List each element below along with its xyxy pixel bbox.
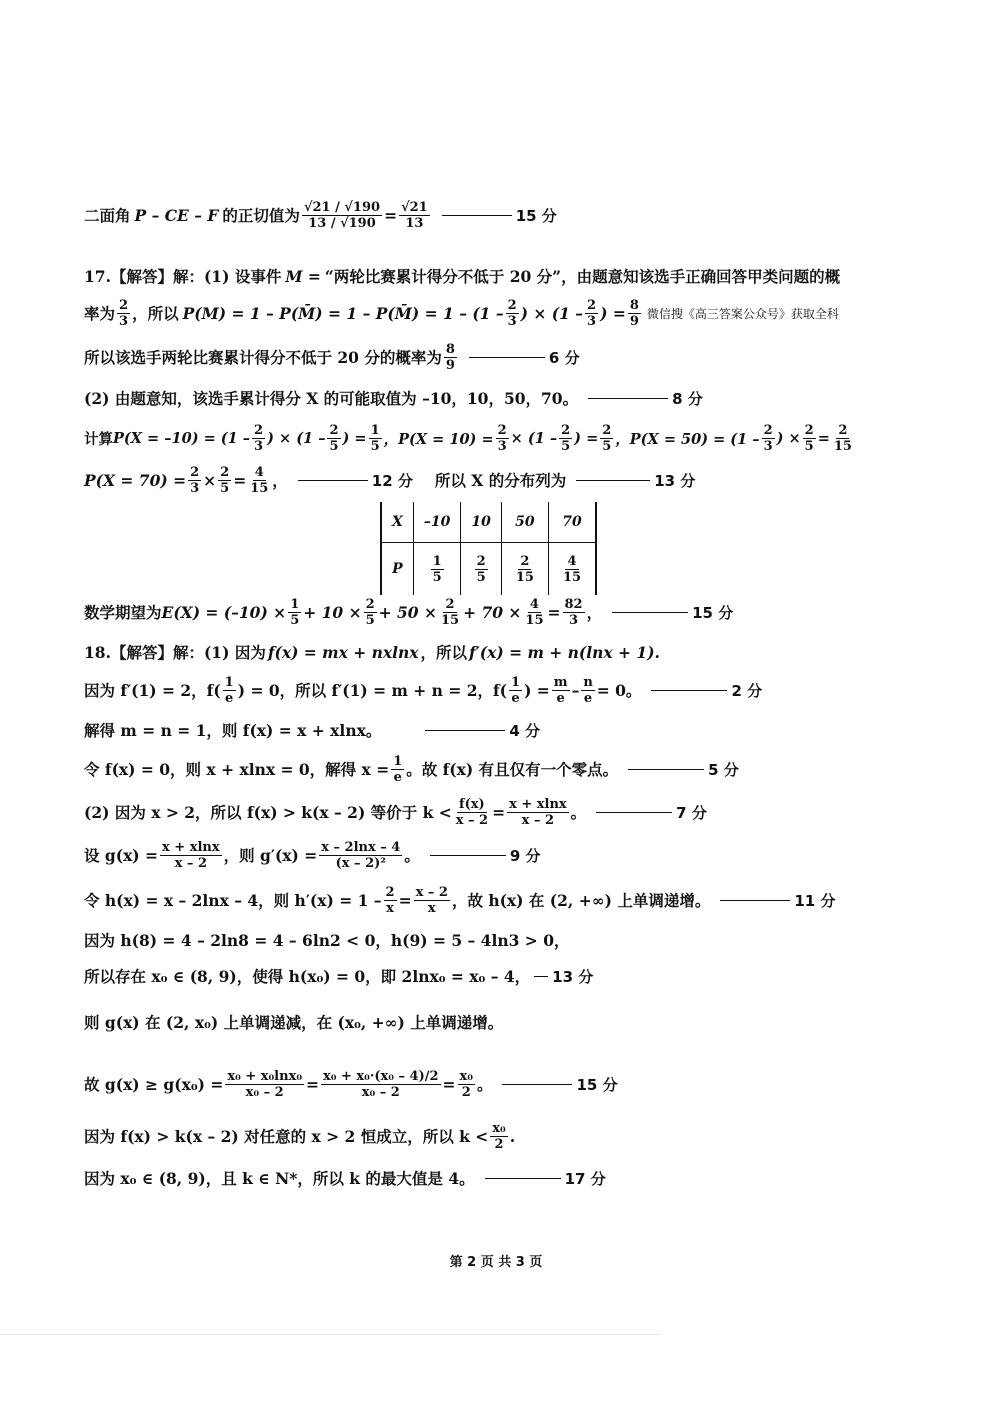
numerator: x – 2 [415,884,448,900]
denominator: 5 [561,438,571,454]
line-q17-result1 [84,340,952,374]
numerator: 2 [497,422,507,438]
denominator: x [427,900,436,916]
fraction [803,423,816,454]
table-row: X –10 10 50 70 [381,502,596,543]
text-segment: 17.【解答】解：(1) 设事件 [84,267,282,286]
numerator: 2 [445,596,455,612]
numerator: 2 [838,422,848,438]
line-q18-h-values [84,928,952,952]
numerator: f(x) [459,796,485,812]
numerator: 1 [393,753,403,769]
denominator: e [393,769,402,785]
numerator: 2 [804,422,814,438]
fraction [319,840,402,871]
numerator: x₀ + x₀·(x₀ – 4)/2 [323,1068,439,1084]
line-q18-x0 [84,964,952,988]
denominator: 13 / √190 [308,215,376,231]
denominator: x – 2 [521,812,555,828]
fraction [458,1069,475,1100]
line-q18-k-bound [84,1118,952,1154]
score-leader [720,900,790,901]
denominator: 5 [365,612,375,628]
text-segment: 。故 f(x) 有且仅有一个零点。 [406,760,619,779]
text-segment: = 0。 [596,681,642,700]
text-segment: f(x) = mx + nxlnx [267,642,419,662]
text-segment: = [547,602,561,622]
text-segment: 因为 f′(1) = 2，f( [84,681,221,700]
fraction [832,423,854,454]
text-segment: 18.【解答】解：(1) 因为 [84,643,266,662]
text-segment: ，则 g′(x) = [223,846,318,865]
denominator: 3 [254,438,264,454]
denominator: 5 [370,438,380,454]
fraction [628,298,641,329]
denominator: x [386,900,394,916]
text-segment: ) = [524,680,550,700]
numerator: 1 [224,674,234,690]
text-segment: P(X = –10) = (1 – [113,429,251,447]
line-q18-condition [84,672,952,708]
score-leader [588,398,668,399]
text-segment: ) × (1 – [267,429,326,447]
fraction [399,200,430,231]
numerator: x₀ [492,1120,506,1136]
numerator: x + xlnx [509,796,567,812]
denominator: 5 [329,438,339,454]
denominator: 15 [833,438,852,454]
numerator: 2 [507,297,517,313]
text-segment: = [306,1074,320,1094]
text-segment: ，故 h(x) 在 (2, +∞) 上单调递增。 [451,891,711,910]
denominator: e [583,690,593,706]
fraction [496,423,509,454]
text-segment: ，P(X = 50) = (1 – [615,430,760,448]
numerator: 2 [602,422,612,438]
numerator: 4 [529,596,539,612]
denominator: 3 [190,480,200,496]
text-segment: 所以该选手两轮比赛累计得分不低于 20 分的概率为 [84,348,442,367]
score-leader [651,690,727,691]
numerator: 2 [587,297,597,313]
line-q18-answer [84,1166,952,1190]
fraction [414,885,450,916]
score-leader [442,215,512,216]
fraction [252,423,265,454]
text-segment: = [817,429,830,447]
denominator: 5 [804,438,814,454]
score-mark: 15 分 [515,206,557,225]
line-q17-p70 [84,462,952,498]
text-segment: 解得 m = n = 1，则 f(x) = x + xlnx。 [84,721,382,740]
denominator: 3 [763,438,773,454]
denominator: x₀ – 2 [361,1084,400,1100]
line-q17-prob [84,296,952,330]
text-segment: 故 g(x) ≥ g(x₀) = [84,1075,224,1094]
text-segment: 二面角 [84,206,131,225]
numerator: √21 [401,199,428,215]
denominator: 15 [250,480,269,496]
fraction [160,840,222,871]
denominator: 2 [461,1084,471,1100]
text-segment: (2) 由题意知，该选手累计得分 X 的可能取值为 –10，10，50，70。 [84,389,579,408]
text-segment: 。 [476,1075,493,1094]
text-segment: 令 f(x) = 0，则 x + xlnx = 0，解得 x = [84,760,390,779]
text-segment: ) = [600,303,626,323]
fraction [523,597,545,628]
score-mark: 15 分 [576,1075,618,1094]
score-mark: 13 分 [654,471,696,490]
score-leader [628,769,704,770]
fraction [223,675,236,706]
line-q18-header [84,640,952,664]
text-segment: M = [285,266,321,286]
fraction [444,342,457,373]
numerator: 2 [520,553,530,569]
fraction [364,597,377,628]
denominator: 3 [497,438,507,454]
fraction [475,554,488,585]
fraction [514,554,536,585]
line-q18-min [84,1058,952,1110]
numerator: 1 [432,553,442,569]
numerator: 1 [370,422,380,438]
score-mark: 6 分 [548,348,580,367]
fraction [117,298,130,329]
text-segment: “两轮比赛累计得分不低于 20 分”，由题意知该选手正确回答甲类问题的概 [324,267,841,286]
score-leader [502,1084,572,1085]
numerator: 82 [564,596,583,612]
fraction [288,597,301,628]
denominator: 5 [432,569,442,585]
fraction [321,1069,441,1100]
text-segment: ) = [574,429,599,447]
denominator: 5 [476,569,486,585]
line-q18-h-def [84,882,952,918]
watermark-note: 微信搜《高三答案公众号》获取全科 [646,306,839,321]
numerator: 2 [561,422,571,438]
text-segment: = [442,1074,456,1094]
denominator: 15 [525,612,544,628]
denominator: 3 [507,313,517,329]
score-leader [469,357,545,358]
text-segment: = [398,890,412,910]
text-segment: 设 g(x) = [84,846,159,865]
numerator: 2 [190,464,200,480]
line-q18-solve [84,718,952,742]
denominator: 15 [562,569,582,585]
page-number: 第 2 页 共 3 页 [449,1255,543,1270]
fraction [439,597,461,628]
denominator: 9 [629,313,639,329]
denominator: (x – 2)² [335,855,386,871]
fraction [302,200,382,231]
text-segment: + 70 × [463,602,522,622]
denominator: x₀ – 2 [245,1084,284,1100]
denominator: x – 2 [174,855,207,871]
score-leader [534,976,548,977]
text-segment: E(X) = (–10) × [161,602,287,622]
distribution-table [380,502,597,595]
fraction [327,423,340,454]
fraction [600,423,613,454]
score-mark: 15 分 [692,603,734,622]
text-segment: ，所以 [132,304,179,323]
text-segment: ) × (1 – [520,303,584,323]
text-segment: 的正切值为 [222,206,300,225]
numerator: 2 [119,297,129,313]
denominator: e [511,690,520,706]
fraction [369,423,382,454]
line-q18-zero [84,752,952,786]
text-segment: ) = [342,429,367,447]
denominator: 5 [602,438,612,454]
score-leader [612,612,688,613]
denominator: 3 [569,612,579,628]
score-mark: 2 分 [731,681,763,700]
denominator: 9 [445,357,455,373]
score-mark: 4 分 [509,721,540,740]
fraction [581,675,594,706]
text-segment: ， [272,471,288,490]
numerator: 1 [511,674,521,690]
text-segment: . [509,1126,516,1146]
text-segment: = [384,205,398,225]
numerator: x – 2lnx – 4 [321,839,401,855]
score-leader [430,855,506,856]
numerator: 2 [254,422,264,438]
text-segment: 因为 f(x) > k(x – 2) 对任意的 x > 2 恒成立，所以 k < [84,1127,489,1146]
denominator: e [556,690,565,706]
text-segment: 因为 h(8) = 4 – 2ln8 = 4 – 6ln2 < 0，h(9) = 5 – 4ln3 > 0， [84,931,570,950]
text-segment: 数学期望为 [84,603,162,622]
numerator: x + xlnx [162,839,220,855]
denominator: 13 [405,215,424,231]
numerator: 4 [567,553,577,569]
numerator: x₀ [459,1068,473,1084]
fraction [431,554,444,585]
score-mark: 9 分 [509,846,541,865]
text-segment: + 50 × [378,602,437,622]
score-leader [298,480,368,481]
denominator: e [225,690,234,706]
line-q17-part2 [84,386,952,410]
fraction [552,675,570,706]
text-segment: ， [586,603,603,622]
score-mark: 12 分 [371,471,413,490]
score-mark: 5 分 [708,760,739,779]
line-q18-part2 [84,794,952,830]
numerator: n [583,674,593,690]
text-segment: 。 [570,803,587,822]
text-segment: 因为 x₀ ∈ (8, 9)，且 k ∈ N*，所以 k 的最大值是 4。 [84,1169,475,1188]
line-q17-calc [84,420,952,456]
text-segment: 计算 [84,430,113,448]
line-q18-monotonic [84,1010,952,1034]
fraction [559,423,572,454]
score-mark: 11 分 [794,891,836,910]
numerator: 2 [385,884,395,900]
numerator: 2 [365,596,375,612]
numerator: x₀ + x₀lnx₀ [227,1068,303,1084]
score-leader [485,1178,561,1179]
text-segment: 。 [404,846,420,865]
denominator: 2 [494,1136,504,1152]
text-segment: P – CE – F [134,205,219,225]
fraction [218,465,231,496]
fraction [248,465,270,496]
fraction [225,1069,304,1100]
score-mark: 13 分 [552,967,594,986]
denominator: 15 [440,612,460,628]
denominator: 3 [587,313,597,329]
score-leader [576,480,650,481]
numerator: 1 [290,596,300,612]
numerator: 8 [445,341,455,357]
text-segment: ) = 0，所以 f′(1) = m + n = 2，f( [237,681,508,700]
numerator: 2 [476,553,486,569]
fraction [561,554,583,585]
fraction [391,754,404,785]
line-q17-expectation [84,594,952,630]
text-segment: ) × [776,429,801,447]
text-segment: P(M) = 1 – P(M̄) = 1 – P(M̄) = 1 – (1 – [182,303,504,323]
text-segment: f′(x) = m + n(lnx + 1). [469,642,660,662]
text-segment: ，所以 [420,643,468,662]
numerator: 4 [254,464,264,480]
text-segment: = [492,802,506,822]
fraction [384,885,397,916]
fraction [585,298,598,329]
score-mark: 8 分 [672,389,703,408]
fraction [563,597,585,628]
numerator: m [553,674,568,690]
text-segment: P(X = 70) = [84,470,187,490]
numerator: √21 / √190 [303,199,381,215]
denominator: x – 2 [455,812,489,828]
fraction [509,675,522,706]
divider [0,1334,660,1335]
score-mark: 7 分 [676,803,707,822]
denominator: 15 [515,569,534,585]
line-dihedral-angle [84,180,952,250]
numerator: 2 [329,422,339,438]
text-segment: – [571,680,580,700]
text-segment: × [203,470,217,490]
text-segment: + 10 × [303,602,362,622]
fraction [506,298,519,329]
line-q17-header [84,264,952,288]
score-leader [596,812,672,813]
text-segment: (2) 因为 x > 2，所以 f(x) > k(x – 2) 等价于 k < [84,803,452,822]
text-segment: ，P(X = 10) = [383,430,494,448]
text-segment: 所以 X 的分布列为 [434,471,567,490]
denominator: 5 [290,612,300,628]
fraction [507,797,569,828]
score-leader [425,730,505,731]
denominator: 5 [220,480,230,496]
table-row: P $\frac{1}{5}$ $\frac{2}{5}$ $\frac{2}{15}$ $\frac{4}{15}$ [381,543,596,596]
text-segment: 所以存在 x₀ ∈ (8, 9)，使得 h(x₀) = 0，即 2lnx₀ = x₀ – 4， [84,967,531,986]
fraction [454,797,490,828]
fraction [490,1121,507,1152]
text-segment: 令 h(x) = x – 2lnx – 4，则 h′(x) = 1 – [84,891,382,910]
denominator: 3 [119,313,129,329]
score-mark: 17 分 [564,1169,606,1188]
line-q18-g-def [84,836,952,874]
text-segment: 则 g(x) 在 (2, x₀) 上单调递减，在 (x₀, +∞) 上单调递增。 [84,1013,504,1032]
numerator: 8 [629,297,639,313]
fraction [762,423,775,454]
text-segment: × (1 – [510,429,558,447]
text-segment: = [233,470,247,490]
text-segment: 率为 [84,304,116,323]
numerator: 2 [220,464,230,480]
numerator: 2 [763,422,773,438]
fraction [188,465,201,496]
